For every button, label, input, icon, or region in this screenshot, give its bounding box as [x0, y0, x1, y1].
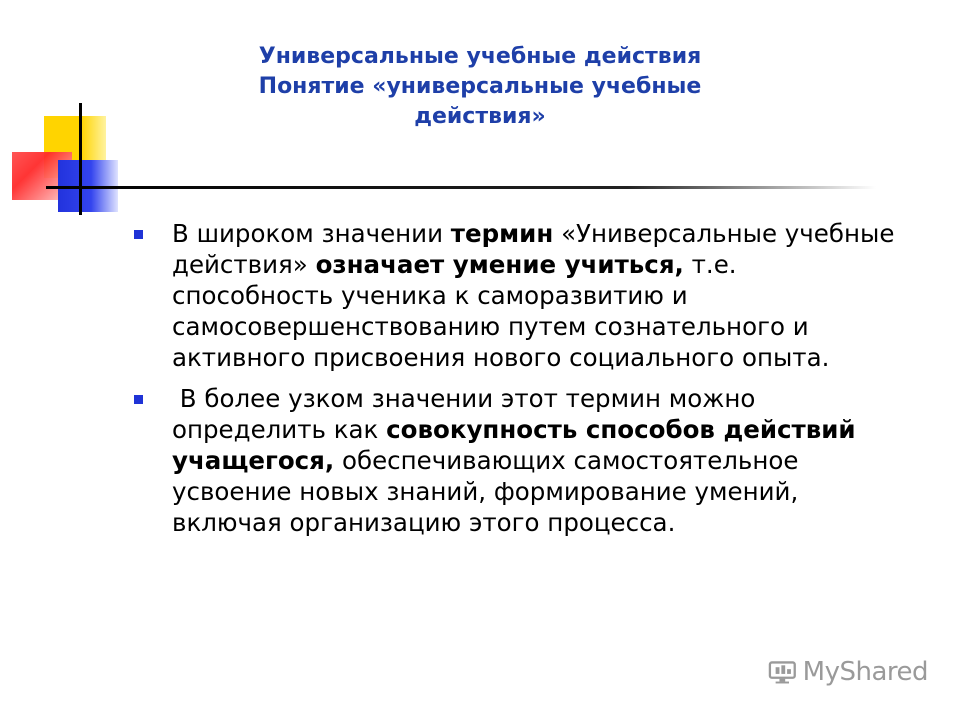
bullet-item: [134, 383, 904, 538]
bullet-text: [172, 384, 856, 537]
title-line-2: Понятие «универсальные учебные: [258, 74, 702, 99]
bold-segment: означает умение учиться,: [315, 250, 684, 279]
bullet-text: [172, 219, 894, 372]
bullet-marker-icon: [134, 395, 143, 404]
bold-segment: совокупность способов действий учащегося,: [172, 415, 856, 475]
bold-segment: термин: [450, 219, 554, 248]
text-segment: обеспечивающих самостоятельное усвоение новых знаний, формирование умений, включая организацию этого процесса.: [172, 446, 799, 537]
slide-title: [180, 42, 780, 132]
vertical-rule: [79, 103, 82, 215]
title-line-1: Универсальные учебные действия: [258, 44, 702, 69]
bullet-list: [134, 218, 904, 548]
text-segment: т.е. способность ученика к саморазвитию и самосовершенствованию путем сознательного и активного присвоения нового социального опыта.: [172, 250, 830, 372]
bullet-item: [134, 218, 904, 373]
text-segment: В широком значении: [172, 219, 451, 248]
mysahred-logo-icon: [768, 659, 797, 685]
text-segment: В более узком значении этот термин можно определить как: [172, 384, 756, 444]
horizontal-rule: [46, 186, 876, 189]
watermark: [768, 656, 928, 688]
bullet-marker-icon: [134, 230, 143, 239]
title-line-3: действия»: [414, 104, 546, 129]
watermark-text: MyShared: [802, 657, 928, 687]
text-segment: «Универсальные учебные действия»: [172, 219, 895, 279]
